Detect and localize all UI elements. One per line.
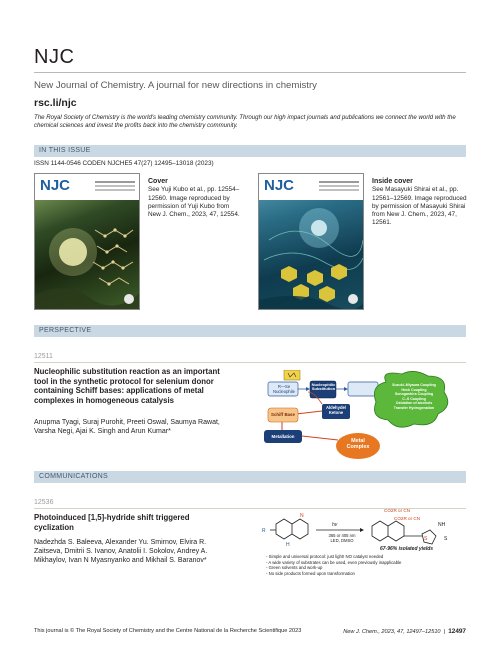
- graphic-bullets: [266, 554, 456, 576]
- communication-toc-graphic: [262, 504, 458, 594]
- inside-cover-label: Inside cover: [372, 178, 413, 185]
- graphic-bullet: - No side products formed upon transformation: [266, 570, 355, 576]
- section-bar-in-this-issue: [34, 145, 466, 157]
- cover-masthead: [35, 174, 139, 200]
- article-page-number[interactable]: 12536: [34, 499, 54, 506]
- section-bar-perspective: [34, 325, 466, 337]
- graphic-cloud-line: Heck Coupling: [401, 387, 427, 392]
- graphic-yield: 67-96% isolated yields: [380, 546, 434, 552]
- graphic-cloud-list: [383, 383, 445, 411]
- graphic-label-metallation: Metallation: [271, 434, 295, 439]
- inside-cover-art: [259, 200, 364, 310]
- inside-cover-image[interactable]: [258, 173, 364, 310]
- cover-rsc-badge: [124, 294, 134, 304]
- article-authors: Nadezhda S. Baleeva, Alexander Yu. Smirnov, Elvira R. Zaitseva, Dmitrii S. Ivanov, Anatolii I. Sokolov, Andrey A. Mikhaylov, Ivan N Myasnyanko and Mikhail S. Baranov*: [34, 539, 208, 565]
- graphic-hv: hv: [332, 522, 338, 528]
- page-footer: [34, 628, 466, 634]
- svg-text:NH: NH: [438, 522, 446, 528]
- journal-title: NJC: [34, 46, 75, 68]
- journal-url[interactable]: rsc.li/njc: [34, 97, 77, 109]
- cover-logo: NJC: [264, 177, 295, 194]
- footer-right: New J. Chem., 2023, 47, 12497–12510 | 12497: [343, 628, 466, 635]
- graphic-reagent: CO2R or CN: [394, 516, 421, 521]
- journal-subtitle: New Journal of Chemistry. A journal for new directions in chemistry: [34, 80, 317, 91]
- inside-cover-credit: See Masayuki Shirai et al., pp. 12561–12569. Image reproduced by permission of Masayuki Shirai from New J. Chem., 2023, 47, 12561.: [372, 186, 467, 227]
- graphic-conditions: 365 or 405 nm LED, DMSO: [328, 533, 356, 543]
- section-label: PERSPECTIVE: [39, 327, 92, 334]
- cover-rsc-badge: [348, 294, 358, 304]
- cover-image[interactable]: [34, 173, 140, 310]
- graphic-cloud-line: Oxidation of alcohols: [395, 401, 433, 406]
- graphic-label-substitution: Nucleophilic Substitution: [311, 382, 336, 392]
- graphic-reagent: CO2R or CN: [384, 508, 411, 513]
- issn-line: ISSN 1144-0546 CODEN NJCHE5 47(27) 12495–13018 (2023): [34, 160, 214, 167]
- graphic-cloud-line: Suzuki–Miyaura Coupling: [392, 383, 436, 387]
- svg-text:R: R: [262, 528, 266, 534]
- graphic-label-nucleophile: R—Se Nucleophile: [273, 384, 295, 394]
- footer-citation: New J. Chem., 2023, 47, 12497–12510: [343, 629, 441, 635]
- cover-masthead: [259, 174, 363, 200]
- graphic-cloud-line: C–S Coupling: [402, 396, 426, 401]
- cover-art: [35, 200, 140, 310]
- article-authors: Anupma Tyagi, Suraj Purohit, Preeti Oswal, Saumya Rawat, Varsha Negi, Ajai K. Singh and Arun Kumar*: [34, 419, 220, 436]
- cover-label: Cover: [148, 178, 168, 185]
- svg-text:N: N: [300, 513, 304, 519]
- rsc-intro-text: The Royal Society of Chemistry is the world's leading chemistry community. Through our high impact journals and publications we connect the world with the chemical sciences and invest the profits back into the chemistry community.: [34, 114, 456, 129]
- cover-logo: NJC: [40, 177, 71, 194]
- article-page-number[interactable]: 12511: [34, 353, 53, 360]
- graphic-cloud-line: Sonogashira Coupling: [394, 392, 434, 397]
- svg-text:S: S: [424, 536, 428, 542]
- section-label: IN THIS ISSUE: [39, 147, 91, 154]
- cover-caption: [148, 178, 243, 219]
- cover-masthead-lines: [95, 181, 135, 183]
- footer-copyright: This journal is © The Royal Society of Chemistry and the Centre National de la Recherche Scientifique 2023: [34, 628, 302, 634]
- article-divider: [34, 362, 466, 363]
- svg-text:H: H: [286, 542, 290, 548]
- article-title[interactable]: Photoinduced [1,5]-hydride shift triggered cyclization: [34, 513, 190, 532]
- inside-cover-caption: [372, 178, 467, 228]
- cover-credit: See Yuji Kubo et al., pp. 12554–12560. Image reproduced by permission of Yuji Kubo from New J. Chem., 2023, 47, 12554.: [148, 186, 240, 219]
- graphic-label-aldehyde: Aldehyde/ Ketone: [325, 405, 346, 415]
- svg-text:S: S: [444, 536, 448, 542]
- section-bar-communications: [34, 471, 466, 483]
- graphic-bullet: - A wide variety of substrates can be used, even previously inapplicable: [266, 559, 402, 565]
- graphic-label-metal-complex: Metal Complex: [346, 438, 370, 450]
- footer-page-number: 12497: [448, 628, 466, 635]
- graphic-bullet: - Simple and universal protocol: just light! NO catalyst needed: [266, 554, 384, 559]
- perspective-toc-graphic: [262, 370, 452, 465]
- graphic-label-schiff-base: Schiff Base: [271, 412, 295, 417]
- graphic-bullet: - Green solvents and work-up: [266, 565, 323, 571]
- section-label: COMMUNICATIONS: [39, 473, 109, 480]
- article-title[interactable]: Nucleophilic substitution reaction as an important tool in the synthetic protocol for selenium donor containing Schiff bases: applications of metal complexes in homogeneous catalysis: [34, 367, 220, 405]
- graphic-cloud-line: Transfer Hydrogenation: [393, 405, 435, 410]
- cover-masthead-lines: [319, 181, 359, 183]
- header-divider: [34, 72, 466, 73]
